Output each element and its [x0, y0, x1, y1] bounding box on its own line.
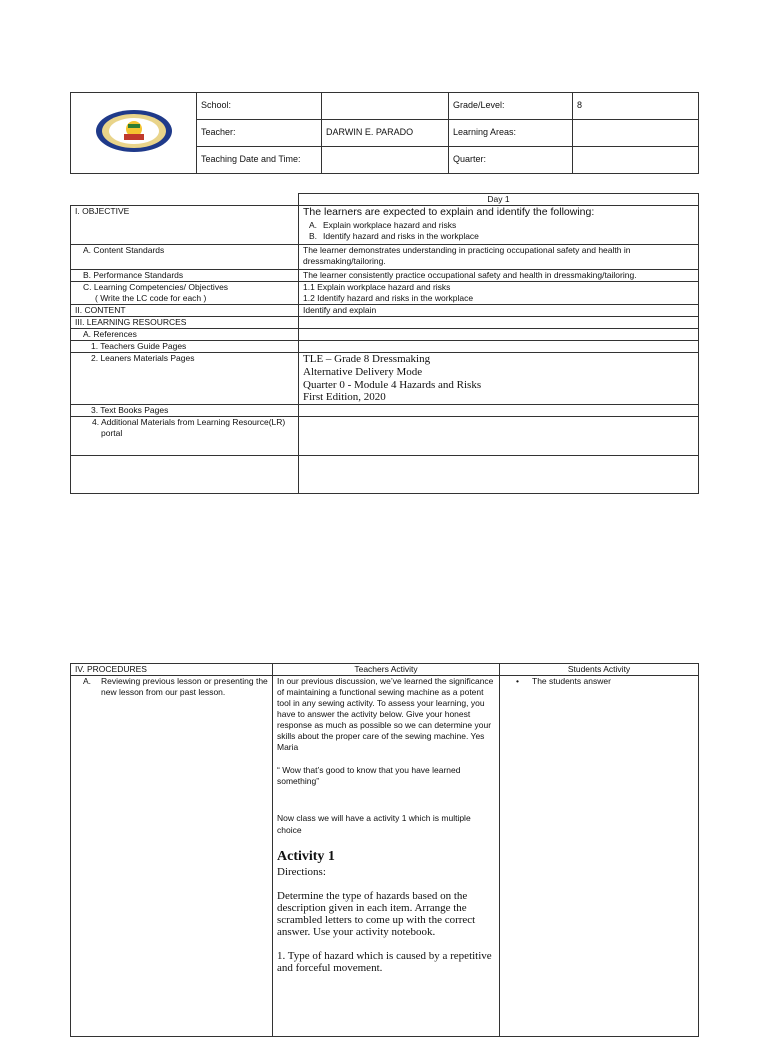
teacher-activity-cell	[273, 676, 500, 1037]
objective-item: B. Identify hazard and risks in the workplace	[309, 230, 479, 241]
competencies-cell	[299, 282, 699, 305]
blank-corner	[71, 194, 299, 206]
content-standards-label: A. Content Standards	[71, 245, 299, 270]
learning-areas-label: Learning Areas:	[449, 120, 573, 147]
competencies-sub-label: ( Write the LC code for each )	[95, 293, 207, 304]
competency-1: 1.1 Explain workplace hazard and risks	[303, 282, 451, 293]
lm-line: Alternative Delivery Mode	[303, 366, 423, 379]
activity-title: Activity 1	[277, 848, 335, 864]
teacher-paragraph: In our previous discussion, we’ve learned the significance of maintaining a functional sewing machine as a potent tool in any sewing activity. To assess your learning, you have to answer the activity below. Give your honest response as much as possible so we can determine your skills about the proper care of the sewing machine. Yes Maria	[277, 676, 494, 753]
lm-line: TLE – Grade 8 Dressmaking	[303, 353, 431, 366]
objective-item: A. Explain workplace hazard and risks	[309, 219, 457, 230]
directions-label: Directions:	[277, 865, 326, 878]
additional-materials-label: 4. Additional Materials from Learning Resource(LR) portal	[71, 416, 299, 455]
teacher-label: Teacher:	[197, 120, 322, 147]
textbook-label: 3. Text Books Pages	[71, 404, 299, 416]
learners-materials-cell	[299, 353, 699, 405]
quarter-label: Quarter:	[449, 147, 573, 174]
lm-line: First Edition, 2020	[303, 391, 386, 404]
textbook-value	[299, 404, 699, 416]
competencies-label-cell	[71, 282, 299, 305]
blank-row-left	[71, 455, 299, 493]
teachers-guide-value	[299, 341, 699, 353]
objective-label: I. OBJECTIVE	[71, 206, 299, 245]
grade-label: Grade/Level:	[449, 93, 573, 120]
procedure-a-text: Reviewing previous lesson or presenting the new lesson from our past lesson.	[101, 676, 268, 698]
procedure-a: A. Reviewing previous lesson or presenting the new lesson from our past lesson.	[83, 676, 268, 698]
procedures-table	[70, 663, 699, 1037]
header-table	[70, 92, 699, 174]
teacher-paragraph: “ Wow that’s good to know that you have learned something”	[277, 765, 461, 787]
teacher-value: DARWIN E. PARADO	[322, 120, 449, 147]
directions-text: Determine the type of hazards based on the description given in each item. Arrange the scrambled letters to come up with the correct answer. Use your activity notebook.	[277, 889, 476, 939]
teachers-activity-header: Teachers Activity	[273, 664, 500, 676]
resources-label: III. LEARNING RESOURCES	[71, 317, 299, 329]
content-label: II. CONTENT	[71, 305, 299, 317]
grade-value: 8	[573, 93, 699, 120]
student-activity-cell	[500, 676, 699, 1037]
school-value	[322, 93, 449, 120]
competency-2: 1.2 Identify hazard and risks in the workplace	[303, 293, 474, 304]
school-seal-icon	[94, 106, 174, 156]
performance-standards-text: The learner consistently practice occupational safety and health in dressmaking/tailoring.	[299, 270, 699, 282]
objective-content	[299, 206, 699, 245]
school-logo-cell	[71, 93, 197, 174]
objective-intro: The learners are expected to explain and identify the following:	[303, 206, 595, 219]
activity-item-1: 1. Type of hazard which is caused by a repetitive and forceful movement.	[277, 950, 492, 975]
objectives-table	[70, 193, 699, 494]
day-header: Day 1	[299, 194, 699, 206]
teaching-date-label: Teaching Date and Time:	[197, 147, 322, 174]
teachers-guide-label: 1. Teachers Guide Pages	[71, 341, 299, 353]
references-value	[299, 329, 699, 341]
blank-row-right	[299, 455, 699, 493]
objective-list	[303, 220, 694, 242]
learners-materials-label: 2. Leaners Materials Pages	[71, 353, 299, 405]
procedures-label: IV. PROCEDURES	[71, 664, 273, 676]
school-label: School:	[197, 93, 322, 120]
additional-materials-value	[299, 416, 699, 455]
procedure-a-cell	[71, 676, 273, 1037]
teaching-date-value	[322, 147, 449, 174]
student-bullet: • The students answer	[516, 676, 611, 687]
lm-line: Quarter 0 - Module 4 Hazards and Risks	[303, 378, 482, 391]
quarter-value	[573, 147, 699, 174]
resources-value	[299, 317, 699, 329]
bullet-icon: •	[516, 676, 519, 687]
content-standards-text: The learner demonstrates understanding in practicing occupational safety and health in dressmaking/tailoring.	[299, 245, 699, 270]
teacher-paragraph: Now class we will have a activity 1 which is multiple choice	[277, 813, 471, 835]
students-activity-header: Students Activity	[500, 664, 699, 676]
content-text: Identify and explain	[299, 305, 699, 317]
competencies-label: C. Learning Competencies/ Objectives	[83, 282, 229, 293]
references-label: A. References	[71, 329, 299, 341]
learning-areas-value	[573, 120, 699, 147]
performance-standards-label: B. Performance Standards	[71, 270, 299, 282]
